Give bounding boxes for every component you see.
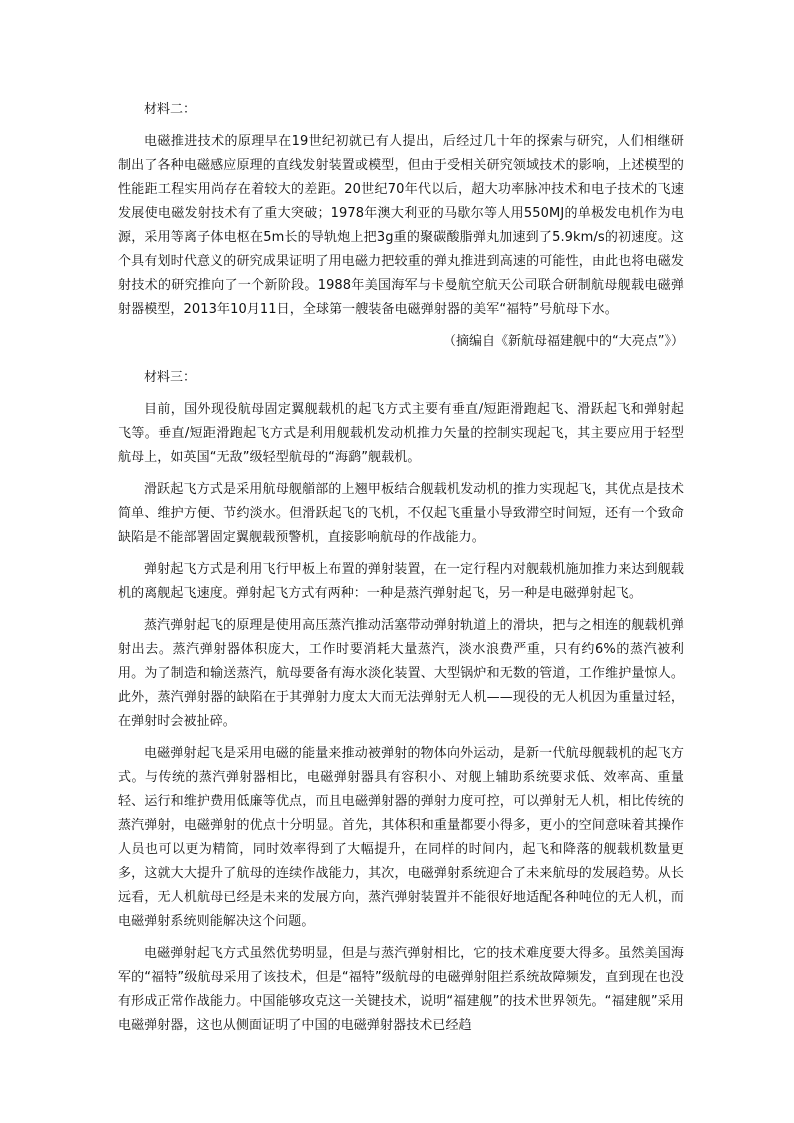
section-3-paragraph-6: 电磁弹射起飞方式虽然优势明显，但是与蒸汽弹射相比，它的技术难度要大得多。虽然美国海军的“福特”级航母采用了该技术，但是“福特”级航母的电磁弹射阻拦系统故障频发，直到现在也没有形成正常作战能力。中国能够攻克这一关键技术，说明“福建舰”的技术世界领先。“福建舰”采用电磁弹射器，这也从侧面证明了中国的电磁弹射器技术已经趋 [118,946,684,1033]
section-2-heading: 材料二： [144,102,197,117]
section-3-paragraph-2: 滑跃起飞方式是采用航母舰艏部的上翘甲板结合舰载机发动机的推力实现起飞，其优点是技术简单、维护方便、节约淡水。但滑跃起飞的飞机，不仅起飞重量小导致滞空时间短，还有一个致命缺陷是不能部署固定翼舰载预警机，直接影响航母的作战能力。 [118,482,684,545]
section-3-paragraph-1: 目前，国外现役航母固定翼舰载机的起飞方式主要有垂直/短距滑跑起飞、滑跃起飞和弹射起飞等。垂直/短距滑跑起飞方式是利用舰载机发动机推力矢量的控制实现起飞，其主要应用于轻型航母上，如英国“无敌”级轻型航母的“海鹞”舰载机。 [118,402,684,465]
section-3-paragraph-4: 蒸汽弹射起飞的原理是使用高压蒸汽推动活塞带动弹射轨道上的滑块，把与之相连的舰载机弹射出去。蒸汽弹射器体积庞大，工作时要消耗大量蒸汽，淡水浪费严重，只有约6%的蒸汽被利用。为了制造和输送蒸汽，航母要备有海水淡化装置、大型锅炉和无数的管道，工作维护量惊人。此外，蒸汽弹射器的缺陷在于其弹射力度太大而无法弹射无人机——现役的无人机因为重量过轻，在弹射时会被扯碎。 [118,618,684,729]
section-3-paragraph-5: 电磁弹射起飞是采用电磁的能量来推动被弹射的物体向外运动，是新一代航母舰载机的起飞方式。与传统的蒸汽弹射器相比，电磁弹射器具有容积小、对舰上辅助系统要求低、效率高、重量轻、运行和维护费用低廉等优点，而且电磁弹射器的弹射力度可控，可以弹射无人机，相比传统的蒸汽弹射，电磁弹射的优点十分明显。首先，其体积和重量都要小得多，更小的空间意味着其操作人员也可以更为精简，同时效率得到了大幅提升，在同样的时间内，起飞和降落的舰载机数量更多，这就大大提升了航母的连续作战能力，其次，电磁弹射系统迎合了未来航母的发展趋势。从长远看，无人机航母已经是未来的发展方向，蒸汽弹射装置并不能很好地适配各种吨位的无人机，而电磁弹射系统则能解决这个问题。 [118,746,684,929]
section-3-paragraph-3: 弹射起飞方式是利用飞行甲板上布置的弹射装置，在一定行程内对舰载机施加推力来达到舰载机的离舰起飞速度。弹射起飞方式有两种：一种是蒸汽弹射起飞，另一种是电磁弹射起飞。 [118,562,684,601]
section-3-heading: 材料三： [144,370,197,385]
document-page [118,98,684,1046]
source-citation: （摘编自《新航母福建舰中的“大亮点”》） [443,334,684,349]
section-2-paragraph-1: 电磁推进技术的原理早在19世纪初就已有人提出，后经过几十年的探索与研究，人们相继研制出了各种电磁感应原理的直线发射装置或模型，但由于受相关研究领域技术的影响，上述模型的性能距工程实用尚存在着较大的差距。20世纪70年代以后，超大功率脉冲技术和电子技术的飞速发展使电磁发射技术有了重大突破；1978年澳大利亚的马歇尔等人用550MJ的单极发电机作为电源，采用等离子体电枢在5m长的导轨炮上把3g重的聚碳酸脂弹丸加速到了5.9km/s的初速度。这个具有划时代意义的研究成果证明了用电磁力把较重的弹丸推进到高速的可能性，由此也将电磁发射技术的研究推向了一个新阶段。1988年美国海军与卡曼航空航天公司联合研制航母舰载电磁弹射器模型，2013年10月11日，全球第一艘装备电磁弹射器的美军“福特”号航母下水。 [118,134,684,317]
